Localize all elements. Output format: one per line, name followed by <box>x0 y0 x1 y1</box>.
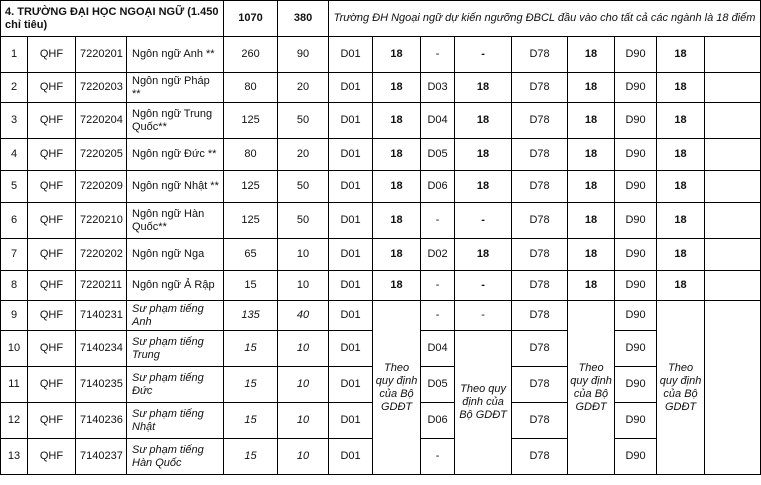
row-name: Ngôn ngữ Ả Rập <box>127 271 224 301</box>
row-score-2: 18 <box>455 139 512 171</box>
row-combo-1: D01 <box>329 367 373 403</box>
row-code: 7220209 <box>76 171 127 203</box>
row-combo-4: D90 <box>615 439 657 475</box>
row-score-4: 18 <box>657 37 705 73</box>
row-combo-1: D01 <box>329 171 373 203</box>
ministry-rule-4: Theo quy định của Bộ GDĐT <box>657 301 705 475</box>
row-school: QHF <box>28 73 76 103</box>
row-name: Sư phạm tiếng Nhật <box>127 403 224 439</box>
table-row <box>1 37 761 73</box>
row-score-2: - <box>455 37 512 73</box>
row-quota-2: 20 <box>278 73 329 103</box>
row-combo-1: D01 <box>329 103 373 139</box>
row-code: 7220210 <box>76 203 127 239</box>
row-combo-3: D78 <box>512 331 568 367</box>
row-code: 7220205 <box>76 139 127 171</box>
row-quota-1: 65 <box>224 239 278 271</box>
row-combo-1: D01 <box>329 301 373 331</box>
row-combo-4: D90 <box>615 37 657 73</box>
row-school: QHF <box>28 367 76 403</box>
row-score-4: 18 <box>657 271 705 301</box>
row-no: 8 <box>1 271 28 301</box>
row-score-4: 18 <box>657 203 705 239</box>
row-name: Sư phạm tiếng Trung <box>127 331 224 367</box>
row-score-3: 18 <box>568 203 615 239</box>
row-combo-1: D01 <box>329 203 373 239</box>
ministry-rule-3: Theo quy định của Bộ GDĐT <box>568 301 615 475</box>
row-code: 7220202 <box>76 239 127 271</box>
row-no: 12 <box>1 403 28 439</box>
row-combo-1: D01 <box>329 271 373 301</box>
row-name: Ngôn ngữ Trung Quốc** <box>127 103 224 139</box>
row-quota-1: 15 <box>224 331 278 367</box>
row-quota-2: 10 <box>278 367 329 403</box>
row-score-2: - <box>455 301 512 331</box>
row-score-1: 18 <box>373 271 421 301</box>
row-code: 7140234 <box>76 331 127 367</box>
row-no: 10 <box>1 331 28 367</box>
row-quota-1: 15 <box>224 439 278 475</box>
row-code: 7140237 <box>76 439 127 475</box>
row-score-1: 18 <box>373 37 421 73</box>
row-combo-1: D01 <box>329 331 373 367</box>
table-row <box>1 203 761 239</box>
row-no: 13 <box>1 439 28 475</box>
row-combo-4: D90 <box>615 203 657 239</box>
row-combo-3: D78 <box>512 139 568 171</box>
row-school: QHF <box>28 439 76 475</box>
row-quota-1: 260 <box>224 37 278 73</box>
ministry-rule-1: Theo quy định của Bộ GDĐT <box>373 301 421 475</box>
row-no: 11 <box>1 367 28 403</box>
row-score-4: 18 <box>657 103 705 139</box>
row-combo-4: D90 <box>615 271 657 301</box>
row-quota-2: 10 <box>278 439 329 475</box>
school-quota-a: 1070 <box>224 1 278 37</box>
row-score-3: 18 <box>568 239 615 271</box>
row-combo-4: D90 <box>615 139 657 171</box>
row-code: 7220211 <box>76 271 127 301</box>
row-quota-2: 50 <box>278 203 329 239</box>
row-combo-1: D01 <box>329 403 373 439</box>
row-score-1: 18 <box>373 73 421 103</box>
row-score-1: 18 <box>373 239 421 271</box>
row-combo-3: D78 <box>512 439 568 475</box>
row-quota-2: 10 <box>278 403 329 439</box>
row-combo-3: D78 <box>512 171 568 203</box>
row-name: Ngôn ngữ Hàn Quốc** <box>127 203 224 239</box>
row-score-4: 18 <box>657 239 705 271</box>
row-score-1: 18 <box>373 171 421 203</box>
row-quota-2: 40 <box>278 301 329 331</box>
row-name: Ngôn ngữ Đức ** <box>127 139 224 171</box>
row-combo-4: D90 <box>615 331 657 367</box>
row-combo-2: - <box>421 37 455 73</box>
row-school: QHF <box>28 37 76 73</box>
row-combo-4: D90 <box>615 171 657 203</box>
row-school: QHF <box>28 139 76 171</box>
row-combo-2: - <box>421 301 455 331</box>
table-row <box>1 239 761 271</box>
row-quota-2: 90 <box>278 37 329 73</box>
row-code: 7140231 <box>76 301 127 331</box>
row-school: QHF <box>28 271 76 301</box>
row-no: 4 <box>1 139 28 171</box>
row-combo-2: D04 <box>421 103 455 139</box>
table-row <box>1 171 761 203</box>
row-score-3: 18 <box>568 37 615 73</box>
row-combo-2: - <box>421 203 455 239</box>
row-combo-2: D06 <box>421 403 455 439</box>
row-quota-2: 10 <box>278 271 329 301</box>
row-quota-1: 135 <box>224 301 278 331</box>
row-quota-2: 50 <box>278 171 329 203</box>
row-score-3: 18 <box>568 139 615 171</box>
row-name: Sư phạm tiếng Đức <box>127 367 224 403</box>
row-combo-3: D78 <box>512 103 568 139</box>
row-combo-1: D01 <box>329 239 373 271</box>
row-score-3: 18 <box>568 73 615 103</box>
row-combo-3: D78 <box>512 239 568 271</box>
row-no: 1 <box>1 37 28 73</box>
row-score-1: 18 <box>373 139 421 171</box>
row-no: 5 <box>1 171 28 203</box>
row-quota-2: 10 <box>278 331 329 367</box>
row-score-4: 18 <box>657 139 705 171</box>
row-combo-3: D78 <box>512 203 568 239</box>
row-no: 3 <box>1 103 28 139</box>
row-code: 7220203 <box>76 73 127 103</box>
row-combo-4: D90 <box>615 103 657 139</box>
row-no: 7 <box>1 239 28 271</box>
row-combo-3: D78 <box>512 367 568 403</box>
row-combo-3: D78 <box>512 73 568 103</box>
row-quota-1: 15 <box>224 271 278 301</box>
row-no: 9 <box>1 301 28 331</box>
ministry-rule-2: Theo quy định của Bộ GDĐT <box>455 331 512 475</box>
row-combo-1: D01 <box>329 139 373 171</box>
row-no: 6 <box>1 203 28 239</box>
row-score-1: 18 <box>373 203 421 239</box>
row-score-2: - <box>455 203 512 239</box>
table-row <box>1 139 761 171</box>
school-quota-b: 380 <box>278 1 329 37</box>
row-quota-2: 10 <box>278 239 329 271</box>
row-code: 7220201 <box>76 37 127 73</box>
row-score-3: 18 <box>568 103 615 139</box>
row-quota-1: 80 <box>224 139 278 171</box>
row-name: Ngôn ngữ Nhật ** <box>127 171 224 203</box>
row-quota-2: 20 <box>278 139 329 171</box>
row-quota-2: 50 <box>278 103 329 139</box>
row-combo-2: - <box>421 271 455 301</box>
row-score-3: 18 <box>568 171 615 203</box>
row-combo-1: D01 <box>329 37 373 73</box>
school-title: 4. TRƯỜNG ĐẠI HỌC NGOẠI NGỮ (1.450 chỉ tiêu) <box>1 1 224 37</box>
row-combo-4: D90 <box>615 73 657 103</box>
row-combo-2: D03 <box>421 73 455 103</box>
table-row <box>1 301 761 331</box>
row-quota-1: 80 <box>224 73 278 103</box>
table-row <box>1 271 761 301</box>
row-combo-4: D90 <box>615 367 657 403</box>
school-header-row <box>1 1 761 37</box>
row-score-2: 18 <box>455 239 512 271</box>
row-score-2: 18 <box>455 171 512 203</box>
row-school: QHF <box>28 239 76 271</box>
row-school: QHF <box>28 301 76 331</box>
row-score-2: 18 <box>455 73 512 103</box>
row-combo-4: D90 <box>615 301 657 331</box>
row-combo-1: D01 <box>329 73 373 103</box>
row-score-2: - <box>455 271 512 301</box>
row-name: Ngôn ngữ Anh ** <box>127 37 224 73</box>
row-quota-1: 15 <box>224 367 278 403</box>
row-name: Sư phạm tiếng Hàn Quốc <box>127 439 224 475</box>
row-combo-2: D06 <box>421 171 455 203</box>
row-quota-1: 125 <box>224 103 278 139</box>
row-combo-2: - <box>421 439 455 475</box>
row-code: 7140236 <box>76 403 127 439</box>
row-score-2: 18 <box>455 103 512 139</box>
row-school: QHF <box>28 203 76 239</box>
row-name: Ngôn ngữ Nga <box>127 239 224 271</box>
table-row <box>1 103 761 139</box>
row-combo-2: D05 <box>421 367 455 403</box>
row-combo-2: D04 <box>421 331 455 367</box>
row-quota-1: 15 <box>224 403 278 439</box>
row-combo-3: D78 <box>512 37 568 73</box>
row-score-1: 18 <box>373 103 421 139</box>
row-no: 2 <box>1 73 28 103</box>
row-combo-2: D05 <box>421 139 455 171</box>
row-score-4: 18 <box>657 171 705 203</box>
table-row <box>1 73 761 103</box>
row-school: QHF <box>28 171 76 203</box>
row-school: QHF <box>28 331 76 367</box>
row-combo-2: D02 <box>421 239 455 271</box>
row-school: QHF <box>28 403 76 439</box>
row-code: 7140235 <box>76 367 127 403</box>
row-quota-1: 125 <box>224 203 278 239</box>
row-code: 7220204 <box>76 103 127 139</box>
row-score-4: 18 <box>657 73 705 103</box>
row-name: Ngôn ngữ Pháp ** <box>127 73 224 103</box>
row-combo-3: D78 <box>512 403 568 439</box>
row-quota-1: 125 <box>224 171 278 203</box>
row-school: QHF <box>28 103 76 139</box>
row-combo-3: D78 <box>512 301 568 331</box>
row-score-3: 18 <box>568 271 615 301</box>
row-combo-4: D90 <box>615 239 657 271</box>
school-note: Trường ĐH Ngoại ngữ dự kiến ngưỡng ĐBCL đầu vào cho tất cả các ngành là 18 điểm <box>329 1 761 37</box>
row-combo-3: D78 <box>512 271 568 301</box>
row-name: Sư phạm tiếng Anh <box>127 301 224 331</box>
row-combo-4: D90 <box>615 403 657 439</box>
row-combo-1: D01 <box>329 439 373 475</box>
